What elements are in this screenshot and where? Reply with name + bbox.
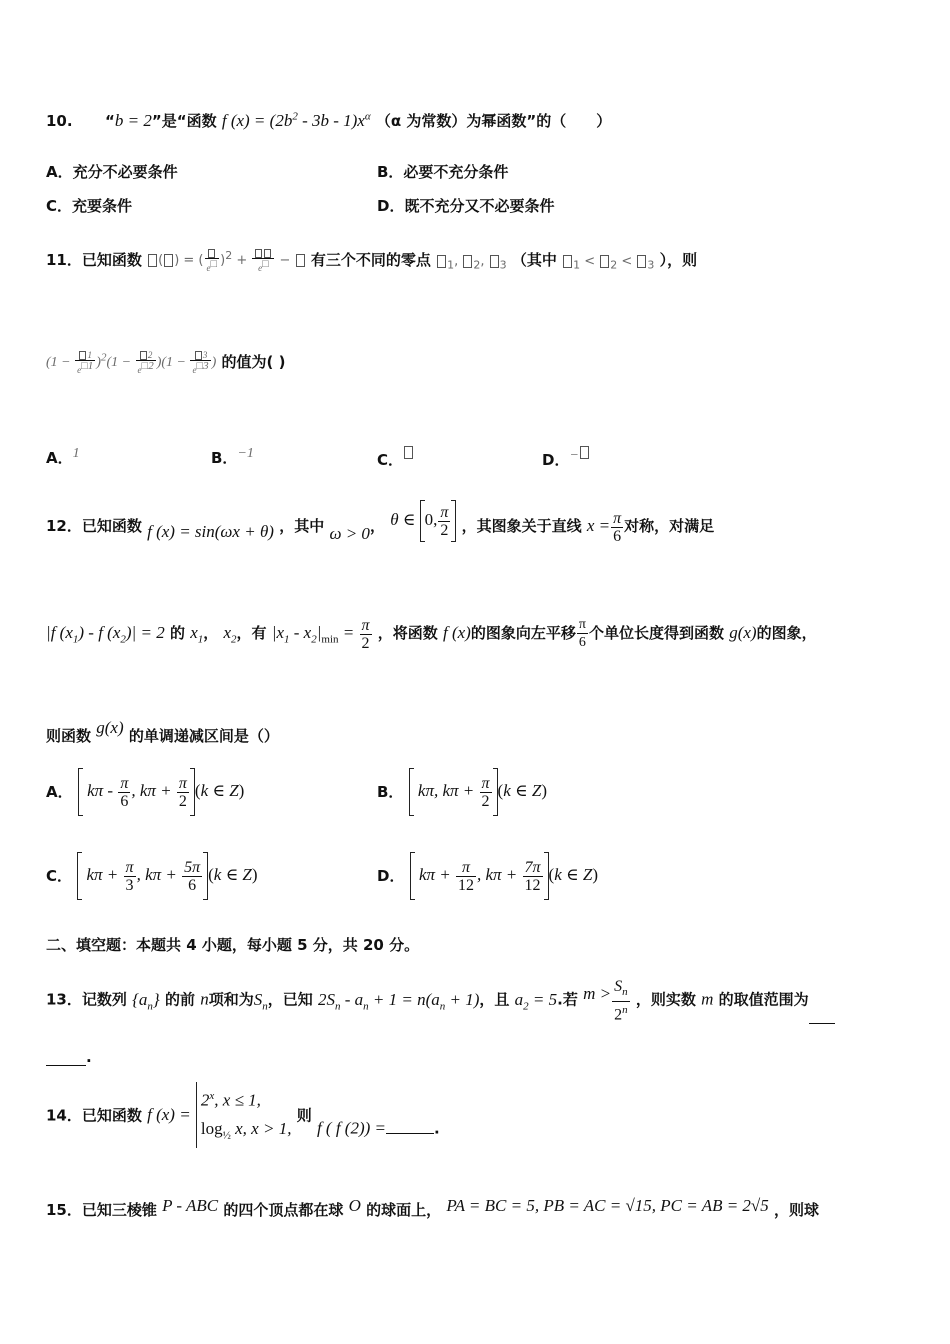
q15-text: 的四个顶点都在球: [223, 1201, 344, 1219]
q12-option-c: [46, 852, 258, 900]
q12-abs-f1: f (x: [50, 623, 73, 642]
q14-number: 14．已知函数: [46, 1106, 142, 1125]
q11-option-c-label: C．: [377, 451, 404, 469]
q11-condition-text: （其中: [511, 251, 557, 270]
q13-m-greater: m >: [583, 983, 612, 1003]
q10-number: 10.: [46, 112, 73, 130]
q11-option-d: [542, 446, 590, 470]
q10-stem: [46, 110, 611, 131]
q12-option-d-label: D．: [377, 866, 405, 885]
q13-m: m: [701, 989, 714, 1009]
q12-condition: |f $(x_1)$ - f $(x_2)| = 2$ 的 $x_1$， $x_2$，有 $|x_1 - x_2|_{min}$ = $\frac{\pi}{2}$ ，将函数 f (x)的图象向左平移 $\frac{\pi}{6}$ 个单位长度得到函数 g(x)的图象，: [46, 616, 817, 652]
q10-option-d: D．既不充分又不必要条件: [377, 197, 555, 215]
q11-product-image: (1 − $\frac{1}{e^{□1}}$ )$^2$(1 − $\frac{2}{e^{□2}}$ )(1 − $\frac{3}{e^{□3}}$ ): [46, 350, 217, 376]
q10-function-part1: f (x) = (2b: [221, 111, 293, 130]
q13-number: 13．记数列: [46, 990, 127, 1009]
q11-function-image: ( ) = ( e□ )$^2$ + e□ −: [147, 248, 305, 273]
q12-option-c-interval: kπ + $\frac{\pi}{3}$ , kπ + $\frac{5\pi}{6}$ (k ∈ Z): [77, 865, 257, 884]
q15-text2: 的球面上，: [366, 1201, 442, 1219]
q11-option-a-label: A．: [46, 449, 73, 467]
q10-option-b: B．必要不充分条件: [377, 163, 509, 181]
q11-option-d-label: D．: [542, 451, 570, 469]
q12-shift-text2: 的图象向左平移: [470, 624, 576, 642]
q13-n: n: [200, 989, 209, 1009]
q12-option-b-interval: kπ, kπ + $\frac{\pi}{2}$ (k ∈ Z): [409, 781, 547, 800]
q11-order-image: $_1$ < $_2$ < $_3$: [562, 254, 654, 269]
q13-Sn: $S_n$: [253, 989, 268, 1013]
q12-option-d-interval: kπ + $\frac{\pi}{12}$ , kπ + $\frac{7\pi}{12}$ (k ∈ Z): [410, 865, 598, 884]
q13-inequality: m > $\frac{S_n}{2^n}$: [583, 978, 628, 1024]
q12-option-d: [377, 852, 598, 900]
q12-x2: $x_2$: [223, 623, 237, 646]
q14-case1-cond: , x ≤ 1,: [214, 1090, 261, 1110]
q11-option-b-label: B．: [211, 449, 238, 467]
q13-a2-value: = 5: [528, 989, 558, 1009]
q12-function: f (x) = sin(ωx + θ): [147, 521, 274, 541]
q15-end: ，则球: [774, 1201, 820, 1219]
q13-and: ，且: [479, 990, 510, 1009]
q10-paren-close: ）: [596, 112, 612, 130]
q12-then: 则函数: [46, 727, 92, 745]
q14-composition: f ( f (2)) =: [316, 1118, 386, 1138]
q12-option-a: [46, 768, 244, 816]
q11-option-b-value: −1: [237, 446, 254, 461]
q12-min-distance: $|x_1 - x_2|_{min}$ = $\frac{\pi}{2}$: [271, 616, 370, 652]
q13-text2: 项和为: [208, 990, 254, 1009]
q14-case1-base: 2: [200, 1090, 210, 1110]
q14-then: 则: [296, 1106, 312, 1125]
q13-answer-blank-2[interactable]: [46, 1065, 86, 1066]
q12-axis-x: x =: [586, 515, 611, 535]
q11-option-c-image: [404, 446, 413, 459]
q13-a2-symbol: a: [514, 989, 524, 1009]
q11-expression: [46, 350, 285, 375]
q13-stem: [46, 978, 835, 1024]
q11-zeros-image: $_1$, $_2$, $_3$: [436, 254, 507, 269]
q15-number: 15．已知三棱锥: [46, 1201, 157, 1219]
q11-option-a-value: 1: [72, 446, 80, 461]
q11-value-text: 的值为( ): [221, 353, 286, 372]
q12-symmetric-text2: 对称，对满足: [624, 516, 715, 535]
q11-option-b: [211, 446, 254, 468]
q12-where: ，其中: [279, 516, 325, 535]
q12-option-a-label: A．: [46, 782, 73, 801]
q11-then: ），则: [659, 251, 698, 270]
q11-option-d-value: −: [569, 448, 579, 463]
q13-known: ，已知: [267, 990, 313, 1009]
q13-tail: ，则实数: [635, 990, 696, 1009]
q12-g-function: g(x): [96, 718, 124, 737]
q12-abs-expression: |f $(x_1)$ - f $(x_2)| = 2$: [46, 623, 165, 646]
q10-b-equals: b = 2: [114, 111, 152, 130]
q10-function: [222, 111, 371, 130]
q12-option-c-label: C．: [46, 866, 73, 885]
q14-end: .: [434, 1119, 440, 1138]
q12-number: 12．已知函数: [46, 516, 142, 535]
q12-theta: θ ∈: [390, 509, 416, 529]
q10-quote-open: “: [105, 112, 115, 130]
q10-note: （α 为常数）为幂函数”的（: [375, 112, 567, 130]
q10-power-alpha: α: [364, 110, 371, 123]
q12-comma: ，: [369, 516, 385, 535]
q12-have: ，有: [236, 624, 267, 642]
q11-number: 11．已知函数: [46, 251, 142, 270]
q15-edges: PA = BC = 5, PB = AC = √15, PC = AB = 2√5: [446, 1196, 769, 1215]
q13-sequence: $\{a_n\}$: [132, 989, 160, 1013]
q14-piecewise: 2$^x$, x ≤ 1, $\log_{\frac{1}{2}} x$, x > 1,: [196, 1082, 292, 1148]
q15-pyramid: P - ABC: [162, 1196, 219, 1215]
q15-sphere-o: O: [348, 1196, 361, 1215]
q13-Sn-symbol: S: [253, 989, 263, 1009]
q12-option-b: [377, 768, 547, 816]
q14-stem: [46, 1082, 440, 1148]
q13-text: 的前: [164, 990, 195, 1009]
q14-case2-log: log: [200, 1118, 223, 1138]
q12-option-a-interval: kπ - $\frac{\pi}{6}$ , kπ + $\frac{\pi}{2}$ (k ∈ Z): [78, 781, 245, 800]
q13-a2: $a_2 = 5$: [514, 989, 558, 1013]
q12-axis-line: x = $\frac{\pi}{6}$: [586, 509, 622, 545]
q12-of: 的: [169, 624, 185, 642]
q13-end: .: [86, 1048, 92, 1066]
q13-if: .若: [557, 990, 578, 1009]
q12-option-b-label: B．: [377, 782, 404, 801]
q10-text: ”是“函数: [151, 112, 217, 130]
q12-fx: f (x): [443, 623, 471, 642]
q10-power-2: 2: [292, 110, 298, 123]
q13-equation: $2S_n - a_n + 1 = n(a_n + 1)$: [317, 989, 480, 1013]
q12-stem: [46, 500, 714, 545]
q10-option-a: A．充分不必要条件: [46, 163, 178, 181]
q11-stem: [46, 248, 697, 273]
q12-omega: ω > 0: [329, 523, 370, 543]
q11-option-a: [46, 446, 80, 468]
q13-continuation: [46, 1048, 92, 1066]
q12-x2-symbol: x: [223, 623, 232, 642]
q12-question: [46, 718, 279, 746]
q12-x1-symbol: x: [190, 623, 198, 642]
q12-shift-text: ，将函数: [377, 624, 438, 642]
q12-theta-range: θ ∈ 0, $\frac{\pi}{2}$: [390, 510, 456, 529]
q14-function-lhs: f (x) =: [147, 1105, 191, 1124]
q14-case2-cond: x, x > 1,: [230, 1118, 292, 1138]
q13-answer-blank[interactable]: [809, 1023, 835, 1024]
q11-option-c: [377, 446, 414, 470]
section-fill-in-heading: 二、填空题：本题共 4 小题，每小题 5 分，共 20 分。: [46, 936, 420, 954]
q12-shift-amount: $\frac{\pi}{6}$: [578, 617, 586, 650]
q13-tail2: 的取值范围为: [718, 990, 809, 1009]
q11-option-d-image: [580, 446, 589, 459]
q10-option-c: C．充要条件: [46, 197, 133, 215]
q15-stem: [46, 1196, 819, 1220]
q14-answer-blank[interactable]: [386, 1133, 434, 1134]
q10-function-part2: - 3b - 1)x: [297, 111, 365, 130]
q13-an-symbol: a: [138, 989, 148, 1009]
q12-question-text: 的单调递减区间是（）: [128, 727, 279, 745]
q12-shift-text4: 的图象，: [756, 624, 817, 642]
q12-gx: g(x): [729, 623, 757, 642]
q12-x1: $x_1$: [190, 623, 204, 646]
q12-symmetric-text: ，其图象关于直线: [461, 516, 582, 535]
q11-zeros-text: 有三个不同的零点: [310, 251, 431, 270]
q13-eq-part: 2S: [317, 989, 335, 1009]
q12-shift-text3: 个单位长度得到函数: [588, 624, 724, 642]
